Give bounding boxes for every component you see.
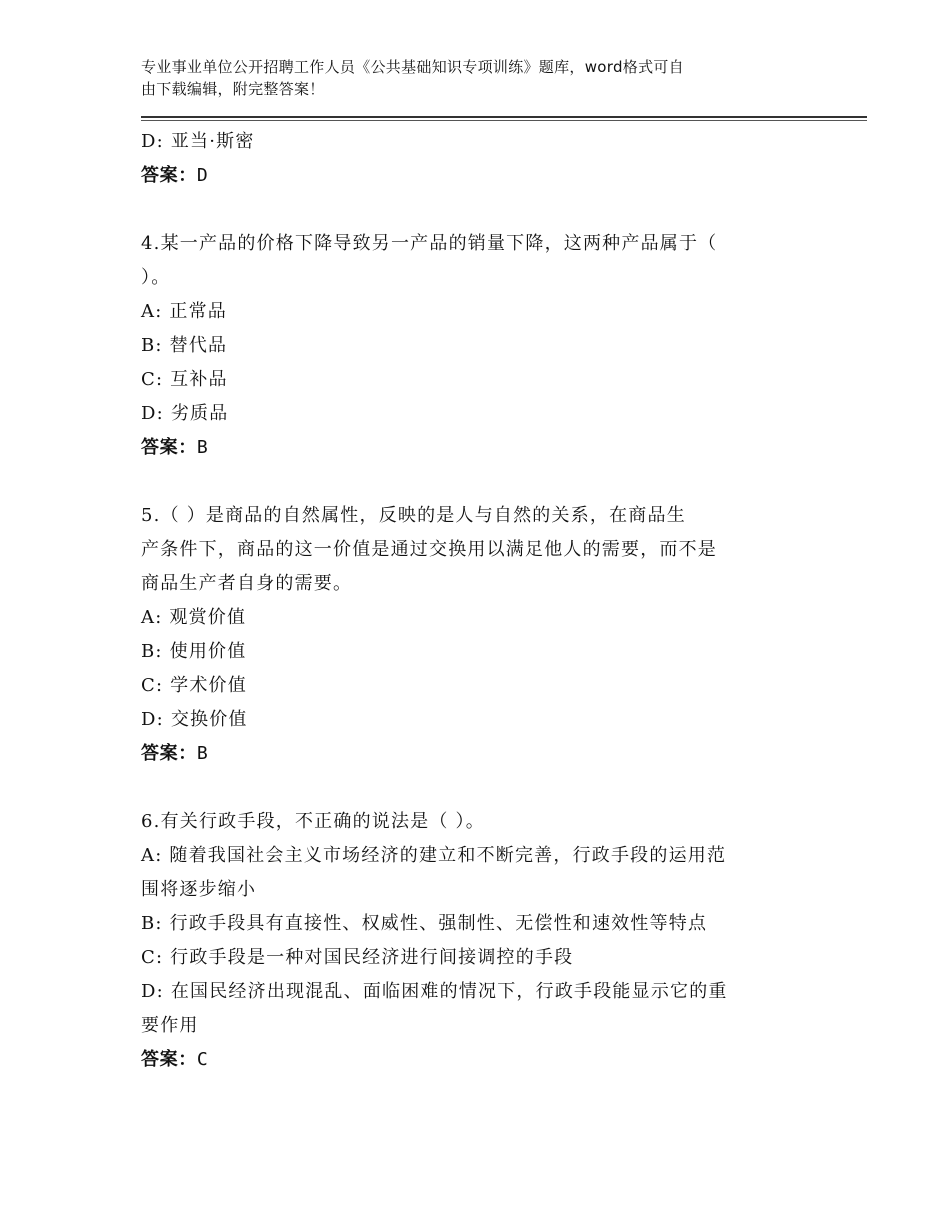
q4-stem-line-2: ）。 xyxy=(141,267,171,288)
answer-label: 答案： xyxy=(141,743,197,764)
answer-label: 答案： xyxy=(141,437,197,458)
spacer xyxy=(141,193,867,227)
q5-stem-line-2: 产条件下，商品的这一价值是通过交换用以满足他人的需要，而不是 xyxy=(141,539,717,560)
q6-option-d-line-2: 要作用 xyxy=(141,1015,199,1036)
q6-option-d-line-1: D: 在国民经济出现混乱、面临困难的情况下，行政手段能显示它的重 xyxy=(141,981,728,1002)
q4-option-d: D: 劣质品 xyxy=(141,403,229,424)
header-rule-thick xyxy=(141,116,867,118)
q6-answer xyxy=(141,1043,867,1077)
answer-value: B xyxy=(196,437,209,458)
question-4 xyxy=(141,227,867,465)
q4-answer xyxy=(141,431,867,465)
q6-option-c: C: 行政手段是一种对国民经济进行间接调控的手段 xyxy=(141,947,574,968)
question-6 xyxy=(141,805,867,1077)
q5-stem-line-3: 商品生产者自身的需要。 xyxy=(141,573,353,594)
q5-option-b: B: 使用价值 xyxy=(141,641,247,662)
q4-option-b: B: 替代品 xyxy=(141,335,228,356)
question-3-tail xyxy=(141,125,867,193)
q4-option-c: C: 互补品 xyxy=(141,369,228,390)
q3-option-d: D: 亚当·斯密 xyxy=(141,131,255,152)
q4-option-a: A: 正常品 xyxy=(141,301,227,322)
q5-option-a: A: 观赏价值 xyxy=(141,607,247,628)
answer-label: 答案： xyxy=(141,165,197,186)
q4-stem-line-1: 4.某一产品的价格下降导致另一产品的销量下降，这两种产品属于（ xyxy=(141,233,718,254)
q6-option-b: B: 行政手段具有直接性、权威性、强制性、无偿性和速效性等特点 xyxy=(141,913,708,934)
answer-value: B xyxy=(196,743,209,764)
answer-value: C xyxy=(196,1049,209,1070)
q5-option-d: D: 交换价值 xyxy=(141,709,248,730)
header-rule-thin xyxy=(141,120,867,121)
q6-stem-line-1: 6.有关行政手段，不正确的说法是（ ）。 xyxy=(141,811,485,832)
q5-stem-line-1: 5.（ ）是商品的自然属性，反映的是人与自然的关系，在商品生 xyxy=(141,505,686,526)
answer-label: 答案： xyxy=(141,1049,197,1070)
spacer xyxy=(141,465,867,499)
page-header xyxy=(141,56,811,100)
document-page xyxy=(141,0,867,1077)
q6-option-a-line-2: 围将逐步缩小 xyxy=(141,879,257,900)
q5-option-c: C: 学术价值 xyxy=(141,675,247,696)
spacer xyxy=(141,771,867,805)
question-5 xyxy=(141,499,867,771)
header-line-2: 由下载编辑，附完整答案！ xyxy=(141,80,325,98)
header-line-1: 专业事业单位公开招聘工作人员《公共基础知识专项训练》题库，word格式可自 xyxy=(141,58,684,76)
q3-answer xyxy=(141,159,867,193)
answer-value: D xyxy=(196,165,209,186)
q5-answer xyxy=(141,737,867,771)
q6-option-a-line-1: A: 随着我国社会主义市场经济的建立和不断完善，行政手段的运用范 xyxy=(141,845,727,866)
